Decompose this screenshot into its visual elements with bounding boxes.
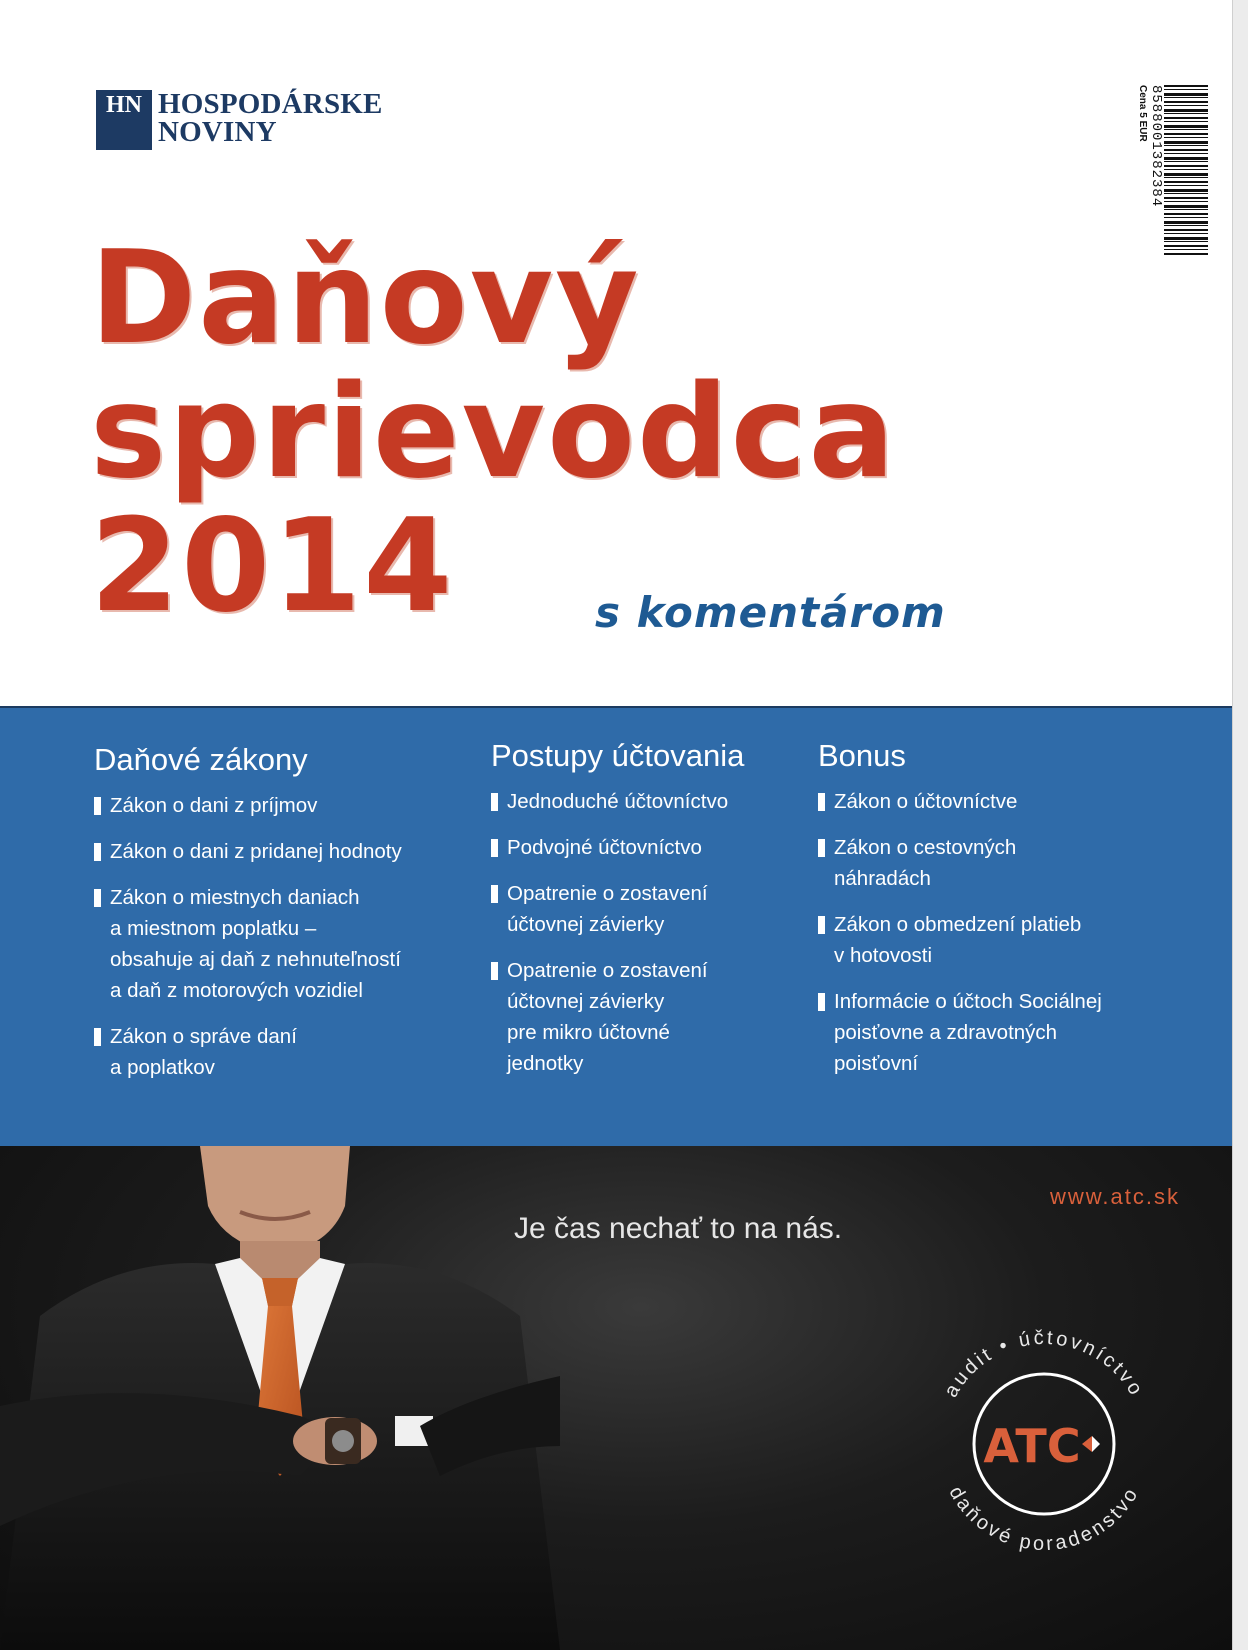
cover-subtitle: s komentárom xyxy=(595,588,946,637)
bullet-icon xyxy=(818,993,825,1011)
cover-title xyxy=(90,224,897,641)
list-item: Zákon o dani z príjmov xyxy=(94,790,474,821)
list-item: Informácie o účtoch Sociálnej poisťovne a zdravotných poisťovní xyxy=(818,986,1148,1079)
bullet-icon xyxy=(94,1028,101,1046)
column-heading: Bonus xyxy=(818,738,906,773)
barcode-number: 8588001382384 xyxy=(1148,85,1164,208)
logo-line-2: NOVINY xyxy=(158,116,277,148)
bullet-icon xyxy=(818,839,825,857)
logo-line-1: HOSPODÁRSKE xyxy=(158,88,383,120)
atc-seal-logo xyxy=(914,1314,1174,1574)
title-line-3: 2014 xyxy=(90,492,455,641)
bullet-icon xyxy=(491,839,498,857)
contents-band xyxy=(0,706,1232,1148)
list-item: Zákon o účtovníctve xyxy=(818,786,1148,817)
logo-wordmark xyxy=(158,90,383,146)
seal-logo-text: ATC xyxy=(983,1419,1081,1473)
item-list xyxy=(491,786,811,1079)
item-list xyxy=(818,786,1148,1079)
publisher-logo xyxy=(96,90,383,150)
logo-mark: HN xyxy=(96,90,152,150)
barcode-bars xyxy=(1164,85,1208,255)
bullet-icon xyxy=(818,793,825,811)
title-line-1: Daňový xyxy=(90,224,641,373)
column-accounting xyxy=(491,738,811,1094)
bullet-icon xyxy=(94,843,101,861)
list-item: Zákon o cestovných náhradách xyxy=(818,832,1148,894)
list-item: Opatrenie o zostavení účtovnej závierky xyxy=(491,878,811,940)
price-label: Cena 5 EUR xyxy=(1137,85,1148,142)
bullet-icon xyxy=(491,885,498,903)
page-edge xyxy=(1232,0,1248,1650)
list-item: Zákon o miestnych daniach a miestnom poplatku – obsahuje aj daň z nehnuteľností a daň z motorových vozidiel xyxy=(94,882,474,1006)
list-item: Opatrenie o zostavení účtovnej závierky pre mikro účtovné jednotky xyxy=(491,955,811,1079)
list-item: Jednoduché účtovníctvo xyxy=(491,786,811,817)
barcode xyxy=(1123,85,1208,255)
ad-tagline: Je čas nechať to na nás. xyxy=(514,1212,843,1245)
arrow-right-icon xyxy=(1092,1436,1100,1452)
column-tax-laws xyxy=(94,742,474,1098)
item-list xyxy=(94,790,474,1083)
list-item: Zákon o správe daní a poplatkov xyxy=(94,1021,474,1083)
businessman-photo xyxy=(0,1146,560,1650)
bullet-icon xyxy=(94,889,101,907)
bullet-icon xyxy=(491,962,498,980)
list-item: Zákon o dani z pridanej hodnoty xyxy=(94,836,474,867)
column-bonus xyxy=(818,738,1148,1094)
atc-advertisement xyxy=(0,1146,1232,1650)
website-url: www.atc.sk xyxy=(1049,1184,1180,1209)
seal-ring-top-text: audit • účtovníctvo xyxy=(940,1326,1148,1402)
seal-ring-bottom-text: daňové poradenstvo xyxy=(944,1482,1144,1556)
bullet-icon xyxy=(94,797,101,815)
column-heading: Postupy účtovania xyxy=(491,738,745,773)
list-item: Zákon o obmedzení platieb v hotovosti xyxy=(818,909,1148,971)
bullet-icon xyxy=(491,793,498,811)
list-item: Podvojné účtovníctvo xyxy=(491,832,811,863)
bullet-icon xyxy=(818,916,825,934)
column-heading: Daňové zákony xyxy=(94,742,308,777)
title-line-2: sprievodca xyxy=(90,358,897,507)
arrow-left-icon xyxy=(1082,1436,1092,1452)
